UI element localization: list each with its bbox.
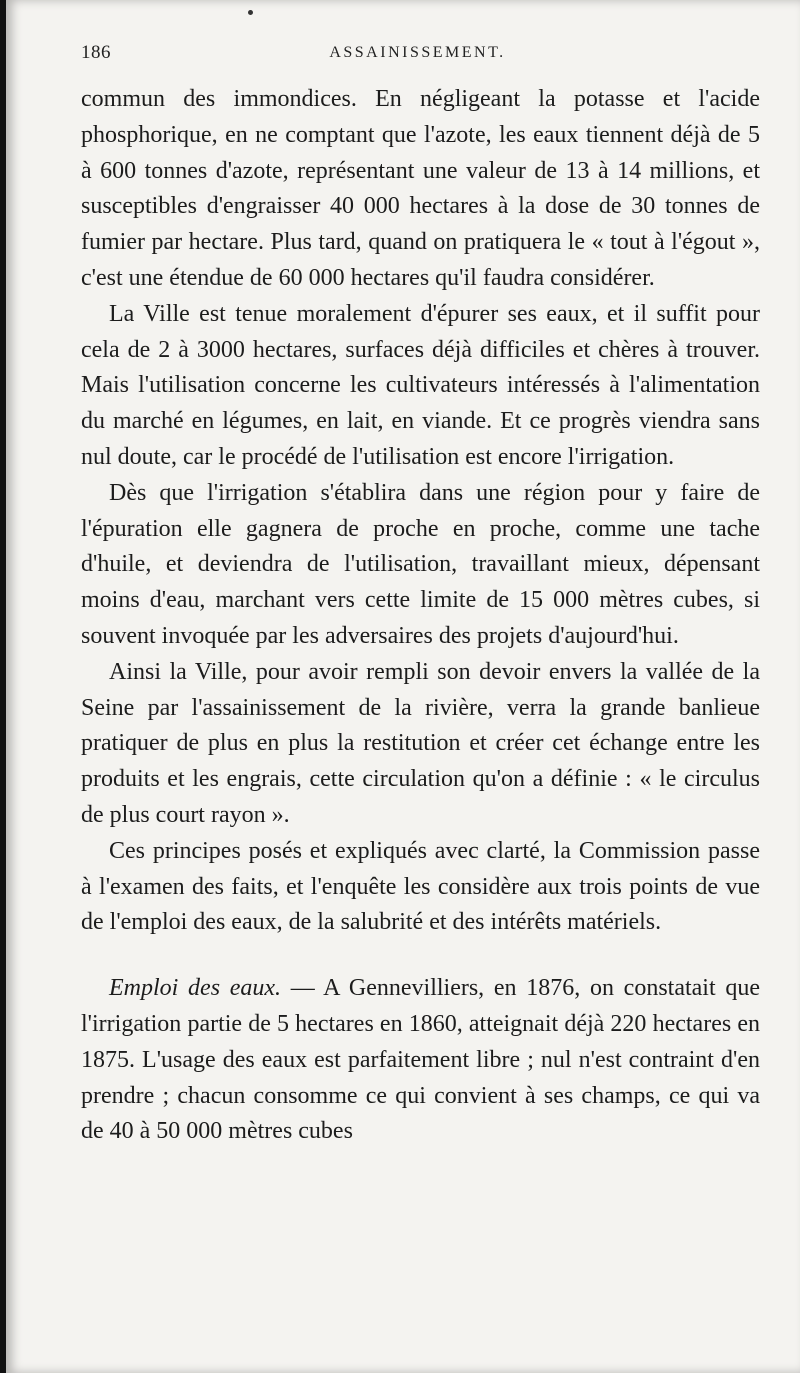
paragraph-5: Ces principes posés et expliqués avec clarté, la Commission passe à l'examen des faits, et l'enquête les considère aux trois points de vue de l'emploi des eaux, de la salubrité et des intérêts matériels. bbox=[81, 837, 760, 936]
paragraph-4: Ainsi la Ville, pour avoir rempli son devoir envers la vallée de la Seine par l'assainissement de la rivière, verra la grande banlieue pratiquer de plus en plus la restitution et créer cet échange entre les produits et les engrais, cette circulation qu'on a définie : « le circulus de plus court rayon ». bbox=[81, 658, 760, 828]
section-text: — A Gennevilliers, en 1876, on constatait que l'irrigation partie de 5 hectares en 1860, atteignait déjà 220 hectares en 1875. L'usage des eaux est parfaitement libre ; nul n'est contraint d'en prendre ; chacun consomme ce qui convient à ses champs, ce qui va de 40 à 50 000 mètres cubes bbox=[81, 975, 761, 1145]
book-page bbox=[6, 0, 800, 1373]
paragraph-3: Dès que l'irrigation s'établira dans une région pour y faire de l'épuration elle gagnera de proche en proche, comme une tache d'huile, et deviendra de l'utilisation, travaillant mieux, dépensant moins d'eau, marchant vers cette limite de 15 000 mètres cubes, si souvent invoquée par les adversaires des projets d'aujourd'hui. bbox=[81, 479, 760, 649]
print-speck bbox=[248, 10, 253, 15]
paragraph-1: commun des immondices. En négligeant la potasse et l'acide phosphorique, en ne comptant que l'azote, les eaux tiennent déjà de 5 à 600 tonnes d'azote, représentant une valeur de 13 à 14 millions, et susceptibles d'engraisser 40 000 hectares à la dose de 30 tonnes de fumier par hectare. Plus tard, quand on pratiquera le « tout à l'égout », c'est une étendue de 60 000 hectares qu'il faudra considérer. bbox=[81, 86, 760, 291]
body-text bbox=[81, 82, 760, 1150]
running-head: ASSAINISSEMENT. bbox=[329, 44, 506, 61]
page-number: 186 bbox=[81, 42, 111, 63]
paragraph-2: La Ville est tenue moralement d'épurer ses eaux, et il suffit pour cela de 2 à 3000 hectares, surfaces déjà difficiles et chères à trouver. Mais l'utilisation concerne les cultivateurs intéressés à l'alimentation du marché en légumes, en lait, en viande. Et ce progrès viendra sans nul doute, car le procédé de l'utilisation est encore l'irrigation. bbox=[81, 300, 760, 470]
page-header bbox=[81, 42, 754, 64]
section-title: Emploi des eaux. bbox=[109, 975, 282, 1002]
section-paragraph bbox=[81, 971, 760, 1150]
